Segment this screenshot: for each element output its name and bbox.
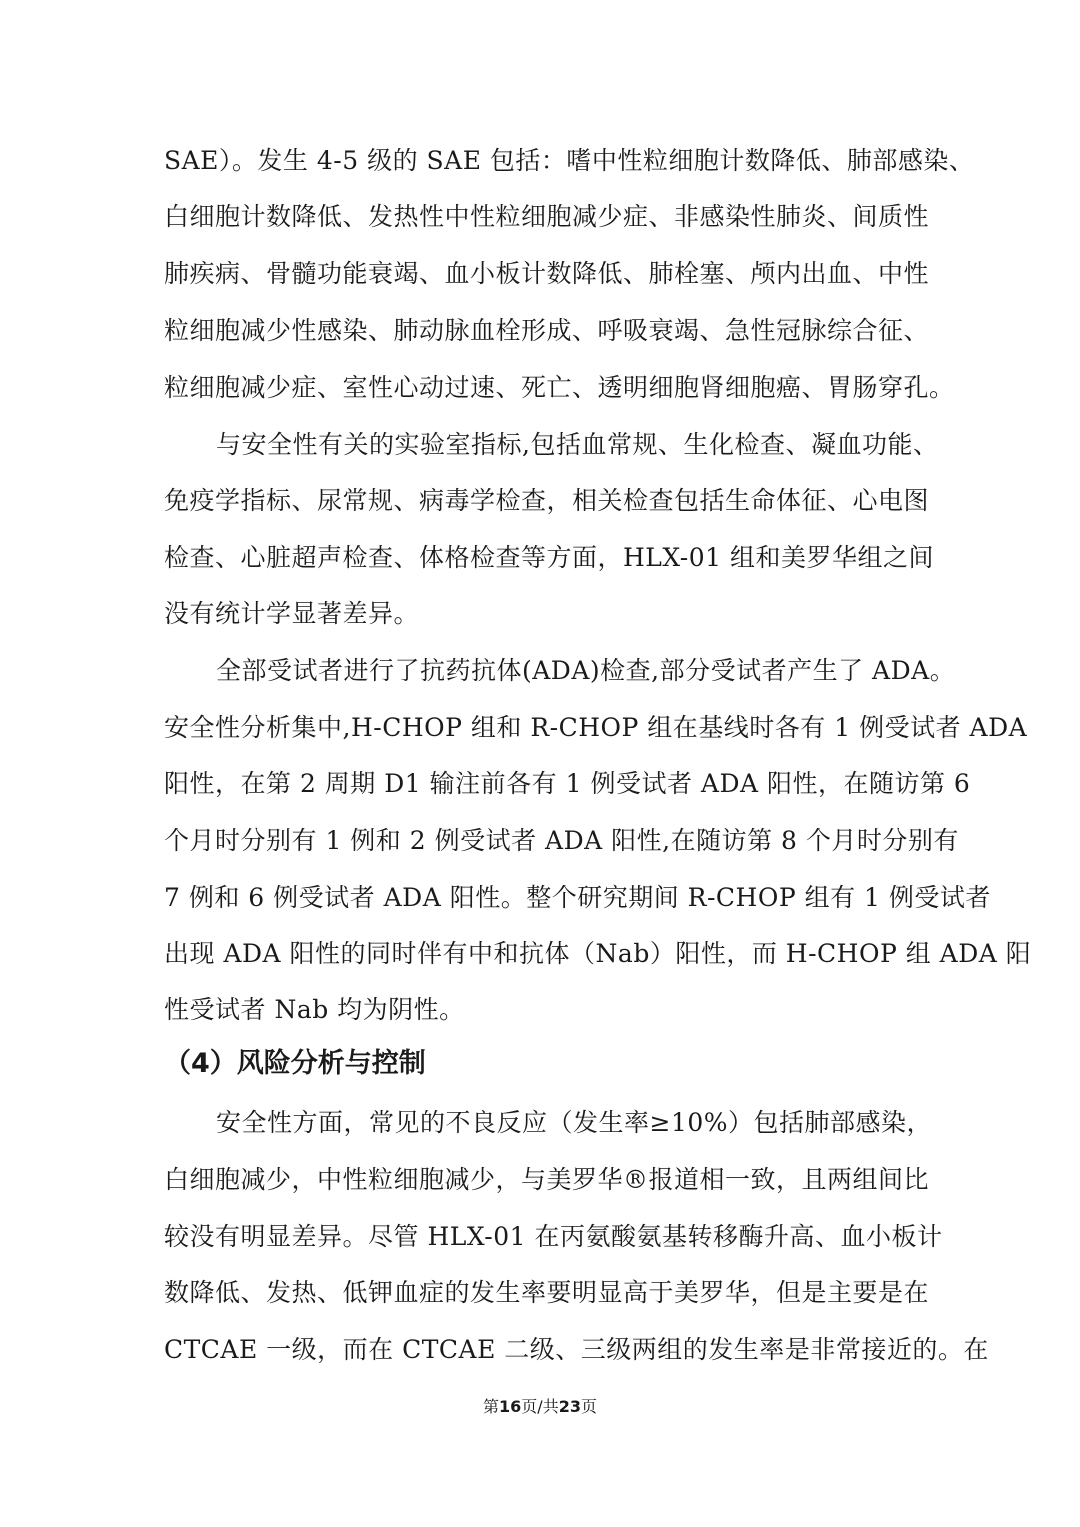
paragraph-line: CTCAE 一级，而在 CTCAE 二级、三级两组的发生率是非常接近的。在 xyxy=(164,1335,989,1364)
total-page-number: 23 xyxy=(558,1397,581,1416)
paragraph-line: 安全性方面，常见的不良反应（发生率≥10%）包括肺部感染， xyxy=(216,1108,933,1137)
section-heading: （4）风险分析与控制 xyxy=(164,1048,426,1079)
paragraph-line: 没有统计学显著差异。 xyxy=(164,599,420,628)
paragraph-line: 7 例和 6 例受试者 ADA 阳性。整个研究期间 R-CHOP 组有 1 例受试者 xyxy=(164,883,991,912)
footer-middle: 页/共 xyxy=(521,1397,559,1416)
paragraph-line: 全部受试者进行了抗药抗体(ADA)检查,部分受试者产生了 ADA。 xyxy=(216,656,956,685)
footer-suffix: 页 xyxy=(580,1397,597,1416)
paragraph-line: 出现 ADA 阳性的同时伴有中和抗体（Nab）阳性，而 H-CHOP 组 ADA 阳 xyxy=(164,939,1032,968)
paragraph-line: 安全性分析集中,H-CHOP 组和 R-CHOP 组在基线时各有 1 例受试者 ADA xyxy=(164,713,1028,742)
paragraph-line: 免疫学指标、尿常规、病毒学检查，相关检查包括生命体征、心电图 xyxy=(164,486,930,515)
paragraph-line: 与安全性有关的实验室指标,包括血常规、生化检查、凝血功能、 xyxy=(216,430,939,459)
paragraph-line: 白细胞减少，中性粒细胞减少，与美罗华®报道相一致，且两组间比 xyxy=(164,1165,930,1194)
paragraph-line: 白细胞计数降低、发热性中性粒细胞减少症、非感染性肺炎、间质性 xyxy=(164,202,930,231)
paragraph-line: 粒细胞减少症、室性心动过速、死亡、透明细胞肾细胞癌、胃肠穿孔。 xyxy=(164,373,955,402)
paragraph-line: 阳性，在第 2 周期 D1 输注前各有 1 例受试者 ADA 阳性，在随访第 6 xyxy=(164,769,971,798)
paragraph-line: 较没有明显差异。尽管 HLX-01 在丙氨酸氨基转移酶升高、血小板计 xyxy=(164,1222,943,1251)
paragraph-line: 检查、心脏超声检查、体格检查等方面，HLX-01 组和美罗华组之间 xyxy=(164,543,935,572)
footer-prefix: 第 xyxy=(483,1397,500,1416)
current-page-number: 16 xyxy=(499,1397,522,1416)
paragraph-line: 性受试者 Nab 均为阴性。 xyxy=(164,995,465,1024)
page-footer xyxy=(0,1396,1080,1418)
paragraph-line: 数降低、发热、低钾血症的发生率要明显高于美罗华，但是主要是在 xyxy=(164,1278,930,1307)
paragraph-line: 肺疾病、骨髓功能衰竭、血小板计数降低、肺栓塞、颅内出血、中性 xyxy=(164,259,930,288)
paragraph-line: SAE）。发生 4-5 级的 SAE 包括：嗜中性粒细胞计数降低、肺部感染、 xyxy=(164,146,975,175)
paragraph-line: 粒细胞减少性感染、肺动脉血栓形成、呼吸衰竭、急性冠脉综合征、 xyxy=(164,316,930,345)
paragraph-line: 个月时分别有 1 例和 2 例受试者 ADA 阳性,在随访第 8 个月时分别有 xyxy=(164,826,959,855)
